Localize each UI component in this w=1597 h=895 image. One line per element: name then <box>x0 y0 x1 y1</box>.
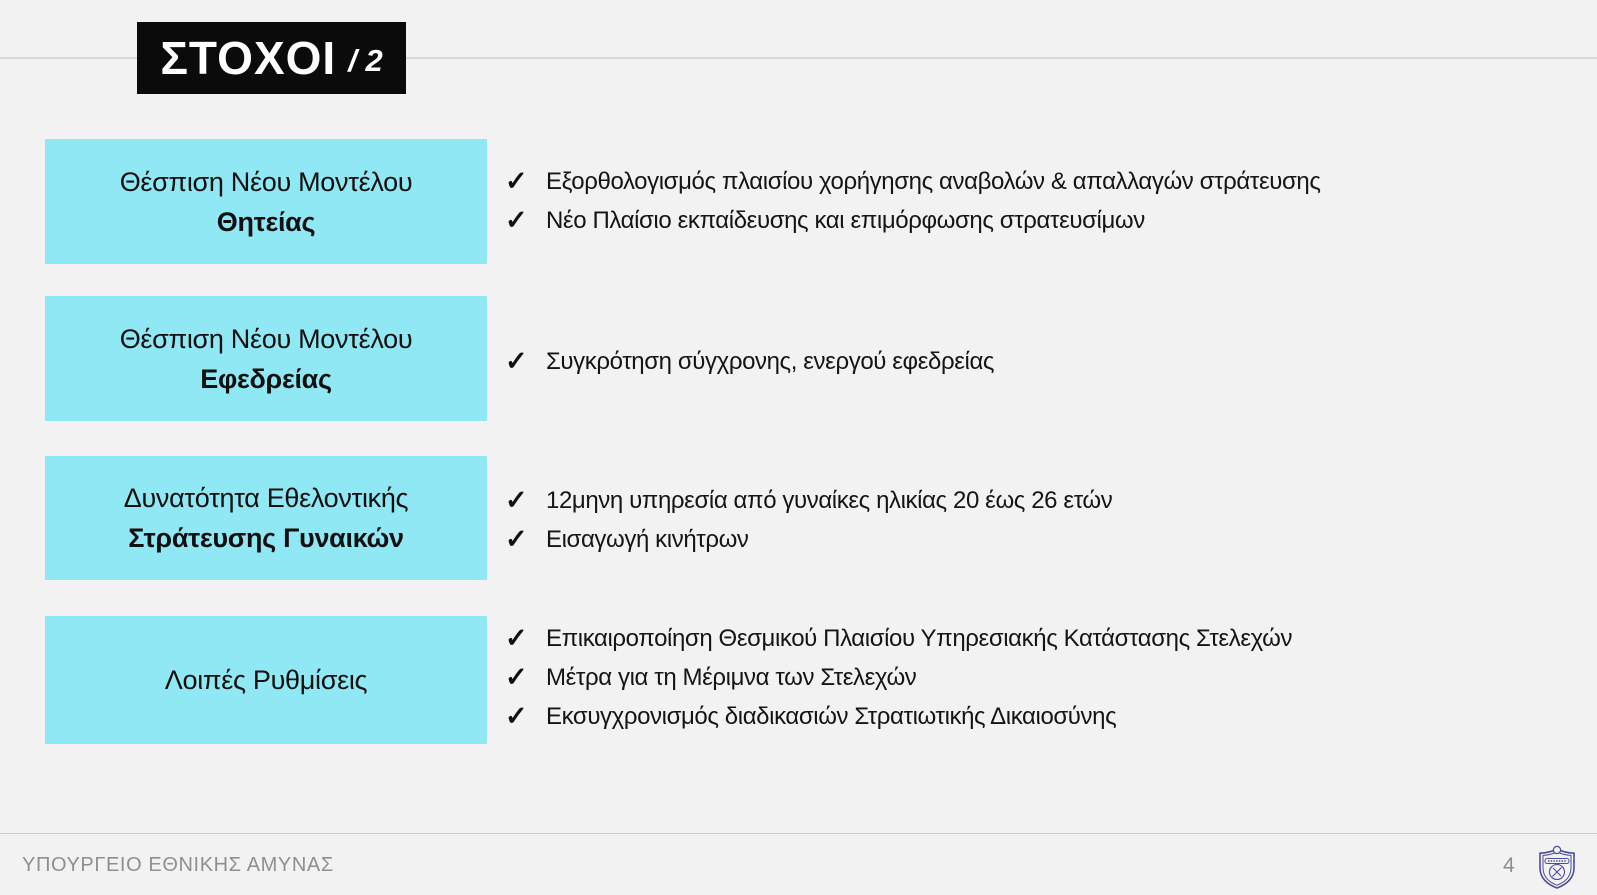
check-icon: ✓ <box>505 662 528 692</box>
ministry-shield-icon <box>1536 845 1578 890</box>
footer-organization: ΥΠΟΥΡΓΕΙΟ ΕΘΝΙΚΗΣ ΑΜΥΝΑΣ <box>22 854 334 876</box>
bullet-text: Νέο Πλαίσιο εκπαίδευσης και επιμόρφωσης στρατευσίμων <box>546 207 1145 234</box>
topic-box-conscription-model <box>45 139 487 264</box>
topic-box-other-regulations <box>45 616 487 744</box>
topic-box-line2: Θητείας <box>216 206 316 237</box>
slide-title-suffix: / 2 <box>348 43 383 78</box>
topic-box-line2: Στράτευσης Γυναικών <box>128 523 404 553</box>
bullet-group-conscription <box>505 162 1445 240</box>
bullet-text: Εισαγωγή κινήτρων <box>546 526 749 553</box>
bullet-text: 12μηνη υπηρεσία από γυναίκες ηλικίας 20 έως 26 ετών <box>546 487 1113 514</box>
bullet-text: Εκσυγχρονισμός διαδικασιών Στρατιωτικής Δικαιοσύνης <box>546 703 1117 730</box>
bullet-text: Εξορθολογισμός πλαισίου χορήγησης αναβολών & απαλλαγών στράτευσης <box>546 168 1321 195</box>
bullet-text: Επικαιροποίηση Θεσμικού Πλαισίου Υπηρεσιακής Κατάστασης Στελεχών <box>546 625 1293 652</box>
page-number: 4 <box>1503 854 1515 877</box>
list-item <box>505 658 1445 697</box>
check-icon: ✓ <box>505 166 528 196</box>
check-icon: ✓ <box>505 205 528 235</box>
list-item <box>505 201 1445 240</box>
topic-box-line1: Θέσπιση Νέου Μοντέλου <box>119 166 413 197</box>
list-item <box>505 481 1445 520</box>
bullet-group-women <box>505 481 1445 559</box>
check-icon: ✓ <box>505 485 528 515</box>
topic-box-women-enlistment <box>45 456 487 580</box>
list-item <box>505 520 1445 559</box>
list-item <box>505 619 1445 658</box>
check-icon: ✓ <box>505 623 528 653</box>
check-icon: ✓ <box>505 346 528 376</box>
topic-box-line1: Δυνατότητα Εθελοντικής <box>123 483 409 513</box>
topic-box-line2: Εφεδρείας <box>200 363 332 394</box>
list-item <box>505 697 1445 736</box>
bullet-group-reserve <box>505 342 1445 381</box>
topic-box-line1: Λοιπές Ρυθμίσεις <box>164 665 368 695</box>
bullet-text: Συγκρότηση σύγχρονης, ενεργού εφεδρείας <box>546 348 995 375</box>
slide-title-box <box>137 22 406 94</box>
topic-box-line1: Θέσπιση Νέου Μοντέλου <box>119 323 413 354</box>
check-icon: ✓ <box>505 701 528 731</box>
list-item <box>505 162 1445 201</box>
bullet-text: Μέτρα για τη Μέριμνα των Στελεχών <box>546 664 917 691</box>
topic-box-reserve-model <box>45 296 487 421</box>
check-icon: ✓ <box>505 524 528 554</box>
list-item <box>505 342 1445 381</box>
footer-divider <box>0 833 1597 834</box>
slide-title: ΣΤΟΧΟΙ <box>160 32 337 84</box>
bullet-group-other <box>505 619 1445 736</box>
